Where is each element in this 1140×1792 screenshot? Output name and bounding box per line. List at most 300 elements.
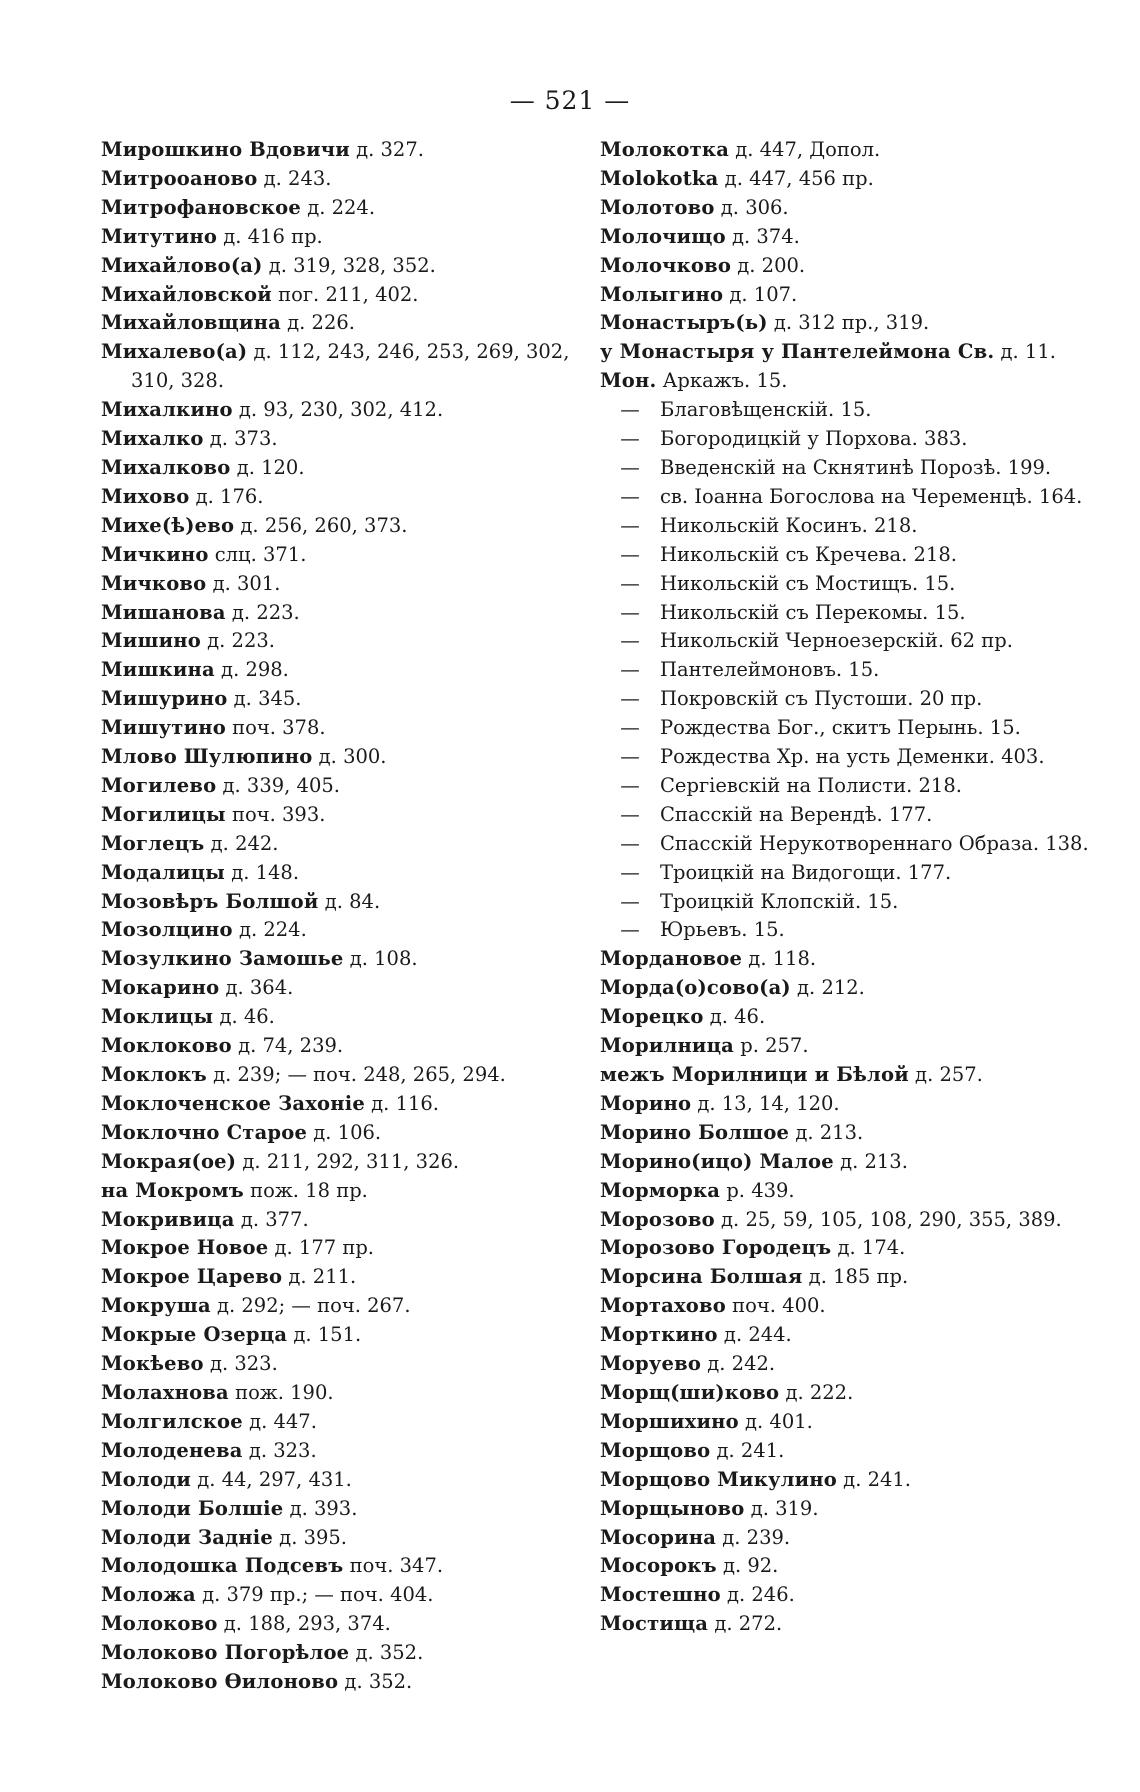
ditto-dash: — xyxy=(620,600,640,624)
entry-headword: Морсина Болшая xyxy=(600,1265,803,1289)
index-entry xyxy=(600,1061,1120,1090)
entry-headword: Михалково xyxy=(101,455,231,479)
entry-headword: Молокотка xyxy=(600,138,730,161)
index-entry xyxy=(101,483,581,512)
index-entry xyxy=(600,1379,1120,1408)
monastery-text: Троицкій на Видогощи. 177. xyxy=(660,860,952,884)
ditto-dash: — xyxy=(620,860,640,884)
monastery-entry xyxy=(600,772,1120,801)
index-entry xyxy=(101,1090,581,1119)
monastery-text: Богородицкій у Порхова. 383. xyxy=(660,427,968,451)
entry-references: д. 211, 292, 311, 326. xyxy=(236,1149,460,1173)
entry-headword: Молочково xyxy=(600,253,732,277)
monastery-entry xyxy=(600,859,1120,888)
entry-headword: Молоди Задніе xyxy=(101,1525,273,1549)
ditto-dash: — xyxy=(620,889,640,913)
entry-references: д. 244. xyxy=(717,1323,792,1347)
index-entry xyxy=(101,1581,581,1610)
entry-references: поч. 378. xyxy=(225,716,326,740)
entry-references: д. 327. xyxy=(349,138,424,161)
monastery-text: Благовѣщенскій. 15. xyxy=(660,398,872,422)
index-entry xyxy=(600,1610,1120,1639)
entry-references: д. 185 пр. xyxy=(802,1265,909,1289)
entry-references: д. 176. xyxy=(189,484,264,508)
entry-headword: Моршихино xyxy=(600,1409,739,1433)
index-entry xyxy=(101,1466,581,1495)
ditto-dash: — xyxy=(620,773,640,797)
entry-references: д. 379 пр.; — поч. 404. xyxy=(195,1583,434,1607)
index-entry xyxy=(600,165,1120,194)
index-column-right xyxy=(600,136,1120,1639)
ditto-dash: — xyxy=(620,716,640,740)
index-entry xyxy=(101,685,581,714)
entry-headword: Михайловской xyxy=(101,282,272,306)
index-entry xyxy=(101,454,581,483)
index-entry xyxy=(600,1090,1120,1119)
entry-headword: Молочищо xyxy=(600,224,726,248)
entry-references: д. 243. xyxy=(257,166,332,190)
index-entry xyxy=(101,743,581,772)
entry-references: д. 300. xyxy=(312,745,387,769)
entry-headword: Мордановое xyxy=(600,947,743,971)
entry-headword: Молгилское xyxy=(101,1409,243,1433)
index-entry xyxy=(101,1610,581,1639)
index-entry xyxy=(600,252,1120,281)
entry-headword: Морткино xyxy=(600,1323,718,1347)
entry-references: д. 323. xyxy=(203,1352,278,1376)
entry-headword: Мозулкино Замошье xyxy=(101,947,344,971)
index-entry xyxy=(600,974,1120,1003)
entry-references: д. 373. xyxy=(203,427,278,451)
entry-references: пож. 190. xyxy=(228,1380,334,1404)
monastery-text: Рождества Хр. на усть Деменки. 403. xyxy=(660,745,1045,769)
entry-references: д. 224. xyxy=(301,195,376,219)
index-entry xyxy=(600,1552,1120,1581)
index-entry xyxy=(600,1177,1120,1206)
index-entry xyxy=(600,1495,1120,1524)
entry-references: д. 246. xyxy=(720,1583,795,1607)
monastery-text: Никольскій съ Кречева. 218. xyxy=(660,542,957,566)
monastery-text: св. Іоанна Богослова на Череменцѣ. 164. xyxy=(660,484,1083,508)
entry-references: д. 447, 456 пр. xyxy=(718,166,874,190)
index-entry xyxy=(600,1206,1120,1235)
entry-references: д. 200. xyxy=(731,253,806,277)
entry-headword: Моклочно Старое xyxy=(101,1120,308,1144)
entry-headword: Молоково Погорѣлое xyxy=(101,1641,350,1665)
entry-headword: Михово xyxy=(101,484,190,508)
index-entry xyxy=(101,252,581,281)
index-entry xyxy=(101,1206,581,1235)
index-entry xyxy=(101,1639,581,1668)
ditto-dash: — xyxy=(620,745,640,769)
index-entry xyxy=(101,338,581,396)
entry-headword: Молоденева xyxy=(101,1438,243,1462)
entry-headword: Молоково Ѳилоново xyxy=(101,1670,339,1694)
entry-headword: Морда(о)сово(а) xyxy=(600,976,791,1000)
entry-references: д. 319, 328, 352. xyxy=(262,253,436,277)
index-entry xyxy=(101,194,581,223)
ditto-dash: — xyxy=(620,629,640,653)
entry-references: д. 364. xyxy=(219,976,294,1000)
entry-references: д. 306. xyxy=(714,195,789,219)
index-entry xyxy=(101,541,581,570)
ditto-dash: — xyxy=(620,455,640,479)
monastery-text: Троицкій Клопскій. 15. xyxy=(660,889,899,913)
index-entry xyxy=(101,1524,581,1553)
entry-references: д. 323. xyxy=(242,1438,317,1462)
entry-headword: Мичково xyxy=(101,571,207,595)
index-entry xyxy=(101,1003,581,1032)
index-column-left xyxy=(101,136,581,1697)
index-entry xyxy=(600,1524,1120,1553)
entry-references: д. 447. xyxy=(242,1409,317,1433)
entry-references: д. 242. xyxy=(701,1352,776,1376)
entry-headword: Морино Болшое xyxy=(600,1120,790,1144)
entry-references: поч. 393. xyxy=(225,802,326,826)
entry-references: д. 319. xyxy=(744,1496,819,1520)
index-entry xyxy=(101,627,581,656)
entry-references: д. 393. xyxy=(283,1496,358,1520)
index-entry xyxy=(600,1581,1120,1610)
entry-references: д. 301. xyxy=(206,571,281,595)
index-entry xyxy=(101,1495,581,1524)
index-entry xyxy=(101,1379,581,1408)
entry-headword: Морозово xyxy=(600,1207,715,1231)
entry-references: д. 118. xyxy=(742,947,817,971)
monastery-entry xyxy=(600,801,1120,830)
entry-references: д. 13, 14, 120. xyxy=(691,1091,840,1115)
entry-references: д. 213. xyxy=(833,1149,908,1173)
entry-references: д. 223. xyxy=(200,629,275,653)
entry-headword: Molokotka xyxy=(600,166,719,190)
index-entry xyxy=(600,1263,1120,1292)
entry-references: д. 148. xyxy=(225,860,300,884)
index-entry xyxy=(600,367,1120,396)
entry-headword: Мокарино xyxy=(101,976,220,1000)
entry-references: д. 93, 230, 302, 412. xyxy=(232,398,444,422)
entry-headword: Михалкино xyxy=(101,398,233,422)
entry-headword: Митрофановское xyxy=(101,195,301,219)
entry-headword: у Монастыря у Пантелеймона Св. xyxy=(600,340,995,364)
index-entry xyxy=(101,136,581,165)
entry-references: д. 447, Допол. xyxy=(729,138,881,161)
entry-headword: Моглецъ xyxy=(101,831,205,855)
entry-headword: Млово Шулюпино xyxy=(101,745,313,769)
index-entry xyxy=(101,1061,581,1090)
monastery-text: Покровскій съ Пустоши. 20 пр. xyxy=(660,687,983,711)
entry-references: р. 439. xyxy=(720,1178,795,1202)
entry-headword: Мозовѣръ Болшой xyxy=(101,889,319,913)
entry-headword: Морино(ицо) Малое xyxy=(600,1149,834,1173)
index-entry xyxy=(600,1350,1120,1379)
monastery-text: Спасскій Нерукотвореннаго Образа. 138. xyxy=(660,831,1089,855)
monastery-text: Рождества Бог., скитъ Перынь. 15. xyxy=(660,716,1021,740)
entry-references: поч. 347. xyxy=(343,1554,444,1578)
entry-headword: Моклокъ xyxy=(101,1063,207,1086)
entry-references: д. 312 пр., 319. xyxy=(767,311,930,335)
entry-references: д. 226. xyxy=(280,311,355,335)
entry-headword: Мокрая(ое) xyxy=(101,1149,237,1173)
entry-headword: Мокрое Новое xyxy=(101,1236,269,1260)
index-entry xyxy=(600,945,1120,974)
entry-references: д. 239. xyxy=(716,1525,791,1549)
ditto-dash: — xyxy=(620,513,640,537)
entry-references: пож. 18 пр. xyxy=(243,1178,368,1202)
entry-headword: Молахнова xyxy=(101,1380,229,1404)
ditto-dash: — xyxy=(620,658,640,682)
entry-headword: Молотово xyxy=(600,195,715,219)
entry-references: д. 239; — поч. 248, 265, 294. xyxy=(206,1063,506,1086)
entry-references: д. 120. xyxy=(230,455,305,479)
monastery-list xyxy=(600,396,1120,945)
ditto-dash: — xyxy=(620,398,640,422)
ditto-dash: — xyxy=(620,427,640,451)
index-entry xyxy=(101,974,581,1003)
index-entry xyxy=(101,425,581,454)
entry-headword: Морщыново xyxy=(600,1496,745,1520)
entry-references: д. 241. xyxy=(836,1467,912,1491)
monastery-entry xyxy=(600,685,1120,714)
entry-headword: Мосорокъ xyxy=(600,1554,717,1578)
entry-references: д. 374. xyxy=(725,224,800,248)
entry-references: д. 84. xyxy=(318,889,381,913)
monastery-text: Пантелеймоновъ. 15. xyxy=(660,658,880,682)
entry-headword: Морщово Микулино xyxy=(600,1467,837,1491)
ditto-dash: — xyxy=(620,918,640,942)
index-entry xyxy=(600,309,1120,338)
entry-references: р. 257. xyxy=(734,1034,809,1058)
entry-references: д. 377. xyxy=(234,1207,309,1231)
entry-headword: Мокруша xyxy=(101,1294,211,1318)
entry-references: д. 256, 260, 373. xyxy=(234,513,408,537)
entry-references: д. 46. xyxy=(213,1005,275,1029)
index-entry xyxy=(600,223,1120,252)
entry-headword: Могилицы xyxy=(101,802,226,826)
index-entry xyxy=(600,194,1120,223)
monastery-text: Юрьевъ. 15. xyxy=(660,918,785,942)
monastery-entry xyxy=(600,714,1120,743)
entry-references: д. 174. xyxy=(831,1236,906,1260)
monastery-entry xyxy=(600,830,1120,859)
index-entry xyxy=(600,1408,1120,1437)
entry-headword: Морщово xyxy=(600,1438,711,1462)
entry-headword: Молоково xyxy=(101,1612,218,1636)
entry-references: д. 292; — поч. 267. xyxy=(210,1294,411,1318)
entry-headword: на Мокромъ xyxy=(101,1178,244,1202)
monastery-text: Введенскій на Скнятинѣ Порозѣ. 199. xyxy=(660,455,1052,479)
entry-references: Аркажъ. 15. xyxy=(656,369,788,393)
entry-headword: Моклоково xyxy=(101,1034,232,1058)
index-entry xyxy=(101,570,581,599)
monastery-entry xyxy=(600,425,1120,454)
entry-references: д. 74, 239. xyxy=(231,1034,344,1058)
monastery-entry xyxy=(600,888,1120,917)
entry-references: д. 213. xyxy=(789,1120,864,1144)
entry-references: д. 212. xyxy=(790,976,865,1000)
entry-headword: Митрооаново xyxy=(101,166,258,190)
entry-references: слц. 371. xyxy=(208,542,307,566)
index-entry xyxy=(101,1552,581,1581)
index-entry xyxy=(101,888,581,917)
index-entry xyxy=(101,859,581,888)
entry-references: д. 298. xyxy=(214,658,289,682)
entry-references: д. 188, 293, 374. xyxy=(217,1612,391,1636)
entry-headword: Мортахово xyxy=(600,1294,726,1318)
entry-headword: Мишкина xyxy=(101,658,215,682)
ditto-dash: — xyxy=(620,542,640,566)
entry-headword: Мокѣево xyxy=(101,1352,204,1376)
entry-references: д. 46. xyxy=(703,1005,766,1029)
index-entry xyxy=(101,945,581,974)
entry-headword: Михалко xyxy=(101,427,204,451)
entry-references: д. 25, 59, 105, 108, 290, 355, 389. xyxy=(714,1207,1062,1231)
entry-references: д. 401. xyxy=(738,1409,813,1433)
entry-headword: Молоди Болшіе xyxy=(101,1496,284,1520)
index-entry xyxy=(101,801,581,830)
index-entry xyxy=(101,1408,581,1437)
index-entry xyxy=(101,1119,581,1148)
entry-references: д. 108. xyxy=(343,947,418,971)
entry-headword: Мокривица xyxy=(101,1207,235,1231)
entry-headword: Молыгино xyxy=(600,282,724,306)
entry-references: д. 112, 243, 246, 253, 269, 302, 310, 328. xyxy=(131,340,570,393)
index-entry xyxy=(600,1003,1120,1032)
monastery-entry xyxy=(600,570,1120,599)
index-entry xyxy=(600,281,1120,310)
index-entry xyxy=(101,772,581,801)
entry-headword: Михе(ѣ)ево xyxy=(101,513,235,537)
index-entry xyxy=(600,1148,1120,1177)
monastery-entry xyxy=(600,916,1120,945)
entry-references: д. 44, 297, 431. xyxy=(191,1467,352,1491)
entry-references: д. 222. xyxy=(779,1380,854,1404)
index-group-bottom xyxy=(600,945,1120,1639)
entry-headword: Митутино xyxy=(101,224,218,248)
entry-headword: Мишурино xyxy=(101,687,228,711)
monastery-entry xyxy=(600,454,1120,483)
monastery-text: Никольскій Черноезерскій. 62 пр. xyxy=(660,629,1013,653)
monastery-entry xyxy=(600,743,1120,772)
entry-headword: Модалицы xyxy=(101,860,225,884)
entry-references: д. 177 пр. xyxy=(268,1236,375,1260)
index-entry xyxy=(600,1234,1120,1263)
entry-references: д. 106. xyxy=(307,1120,382,1144)
entry-headword: Мирошкино Вдовичи xyxy=(101,138,350,161)
entry-references: д. 242. xyxy=(204,831,279,855)
index-entry xyxy=(600,1292,1120,1321)
entry-headword: Мишанова xyxy=(101,600,226,624)
entry-headword: Мон. xyxy=(600,369,657,393)
entry-headword: Морозово Городецъ xyxy=(600,1236,832,1260)
index-entry xyxy=(101,1032,581,1061)
entry-references: д. 224. xyxy=(232,918,307,942)
entry-headword: Михайловщина xyxy=(101,311,281,335)
entry-references: д. 223. xyxy=(225,600,300,624)
index-entry xyxy=(101,714,581,743)
entry-headword: Мостища xyxy=(600,1612,709,1636)
entry-headword: Монастыръ(ь) xyxy=(600,311,768,335)
entry-references: д. 241. xyxy=(710,1438,785,1462)
entry-headword: Мичкино xyxy=(101,542,209,566)
index-entry xyxy=(101,1321,581,1350)
monastery-entry xyxy=(600,396,1120,425)
entry-headword: Морморка xyxy=(600,1178,721,1202)
entry-references: д. 345. xyxy=(227,687,302,711)
ditto-dash: — xyxy=(620,687,640,711)
entry-headword: Моложа xyxy=(101,1583,196,1607)
index-entry xyxy=(101,1263,581,1292)
entry-headword: Мостешно xyxy=(600,1583,721,1607)
entry-headword: Морино xyxy=(600,1091,692,1115)
monastery-text: Спасскій на Верендѣ. 177. xyxy=(660,802,933,826)
entry-references: поч. 400. xyxy=(725,1294,826,1318)
entry-references: д. 416 пр. xyxy=(217,224,323,248)
index-entry xyxy=(600,136,1120,165)
entry-headword: Мосорина xyxy=(600,1525,717,1549)
entry-headword: Моклоченское Захоніе xyxy=(101,1091,365,1115)
monastery-entry xyxy=(600,599,1120,628)
index-entry xyxy=(600,338,1120,367)
index-entry xyxy=(101,396,581,425)
entry-references: д. 395. xyxy=(272,1525,348,1549)
index-entry xyxy=(101,1148,581,1177)
ditto-dash: — xyxy=(620,831,640,855)
page-number: — 521 — xyxy=(509,86,631,115)
index-entry xyxy=(101,512,581,541)
entry-references: д. 257. xyxy=(908,1063,983,1086)
index-entry xyxy=(101,656,581,685)
index-entry xyxy=(600,1437,1120,1466)
index-entry xyxy=(101,309,581,338)
entry-headword: Мишутино xyxy=(101,716,226,740)
entry-references: д. 352. xyxy=(338,1670,413,1694)
index-entry xyxy=(101,165,581,194)
index-entry xyxy=(101,223,581,252)
entry-headword: Мишино xyxy=(101,629,201,653)
entry-headword: Моруево xyxy=(600,1352,702,1376)
index-entry xyxy=(101,1668,581,1697)
index-entry xyxy=(101,1350,581,1379)
monastery-entry xyxy=(600,483,1120,512)
index-entry xyxy=(101,599,581,628)
index-entry xyxy=(101,1177,581,1206)
index-entry xyxy=(101,1437,581,1466)
ditto-dash: — xyxy=(620,484,640,508)
monastery-text: Сергіевскій на Полисти. 218. xyxy=(660,773,962,797)
index-group-top xyxy=(600,136,1120,396)
entry-headword: Мокрые Озерца xyxy=(101,1323,288,1347)
ditto-dash: — xyxy=(620,802,640,826)
index-entry xyxy=(600,1466,1120,1495)
index-entry xyxy=(101,916,581,945)
monastery-entry xyxy=(600,541,1120,570)
entry-headword: Мокрое Царево xyxy=(101,1265,283,1289)
monastery-text: Никольскій Косинъ. 218. xyxy=(660,513,918,537)
index-entry xyxy=(600,1321,1120,1350)
entry-references: д. 211. xyxy=(282,1265,357,1289)
entry-headword: Михалево(а) xyxy=(101,340,248,364)
index-entry xyxy=(600,1032,1120,1061)
entry-references: д. 92. xyxy=(716,1554,779,1578)
entry-references: д. 107. xyxy=(723,282,798,306)
entry-headword: Михайлово(а) xyxy=(101,253,263,277)
entry-references: д. 339, 405. xyxy=(216,773,340,797)
entry-headword: Мозолцино xyxy=(101,918,233,942)
entry-references: пог. 211, 402. xyxy=(271,282,419,306)
entry-references: д. 116. xyxy=(364,1091,439,1115)
entry-references: д. 11. xyxy=(994,340,1056,364)
index-entry xyxy=(600,1119,1120,1148)
